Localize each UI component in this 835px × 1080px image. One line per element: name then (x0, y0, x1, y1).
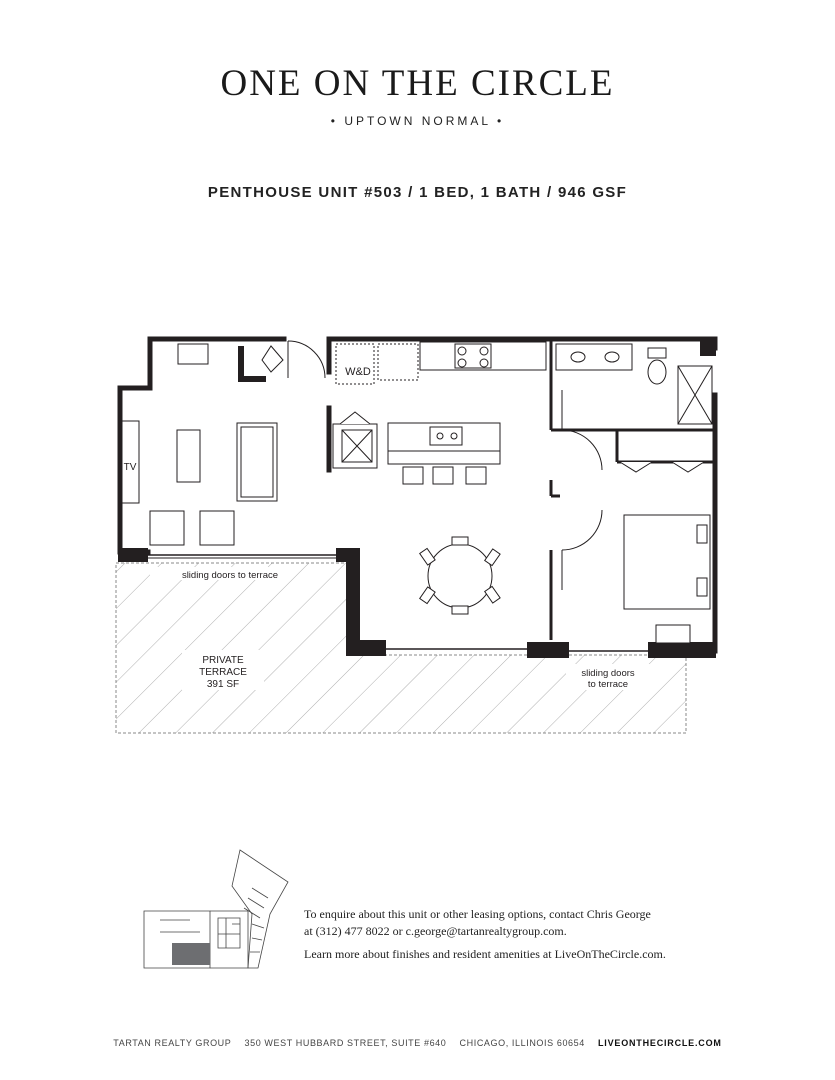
footer-company: TARTAN REALTY GROUP (113, 1038, 232, 1048)
contact-line-2: at (312) 477 8022 or c.george@tartanrealtygroup.com. (304, 924, 567, 938)
kitchen (333, 342, 546, 484)
footer-website-link[interactable]: LIVEONTHECIRCLE.COM (597, 1038, 722, 1048)
unit-highlight (172, 943, 210, 965)
sliding-doors-label-right: sliding doors (581, 668, 635, 679)
private-terrace (116, 563, 686, 733)
sliding-doors-label-right-2: to terrace (587, 679, 629, 690)
unit-heading: PENTHOUSE UNIT #503 / 1 BED, 1 BATH / 946 GSF (207, 184, 628, 201)
dining-table (420, 537, 500, 614)
sliding-doors-label-left: sliding doors to terrace (181, 570, 279, 581)
amenities-line: Learn more about finishes and resident amenities at LiveOnTheCircle.com. (304, 947, 666, 961)
tv-label: TV (123, 462, 137, 473)
footer (0, 1038, 835, 1048)
footer-city: CHICAGO, ILLINOIS 60654 (459, 1038, 585, 1048)
contact-line-1: To enquire about this unit or other leasing options, contact Chris George (304, 907, 651, 921)
contact-info (304, 906, 724, 963)
living-furniture (122, 344, 283, 545)
floor-plan (0, 320, 835, 740)
terrace-label: PRIVATE (202, 655, 244, 666)
page-title: ONE ON THE CIRCLE (220, 63, 615, 104)
bathroom (556, 344, 712, 424)
terrace-label-2: TERRACE (199, 667, 247, 678)
wd-label: W&D (345, 366, 371, 378)
terrace-area: 391 SF (206, 679, 240, 690)
footer-address: 350 WEST HUBBARD STREET, SUITE #640 (244, 1038, 447, 1048)
building-key-plan (140, 848, 300, 978)
location-subtitle: • UPTOWN NORMAL • (330, 114, 505, 128)
bedroom (620, 462, 710, 643)
